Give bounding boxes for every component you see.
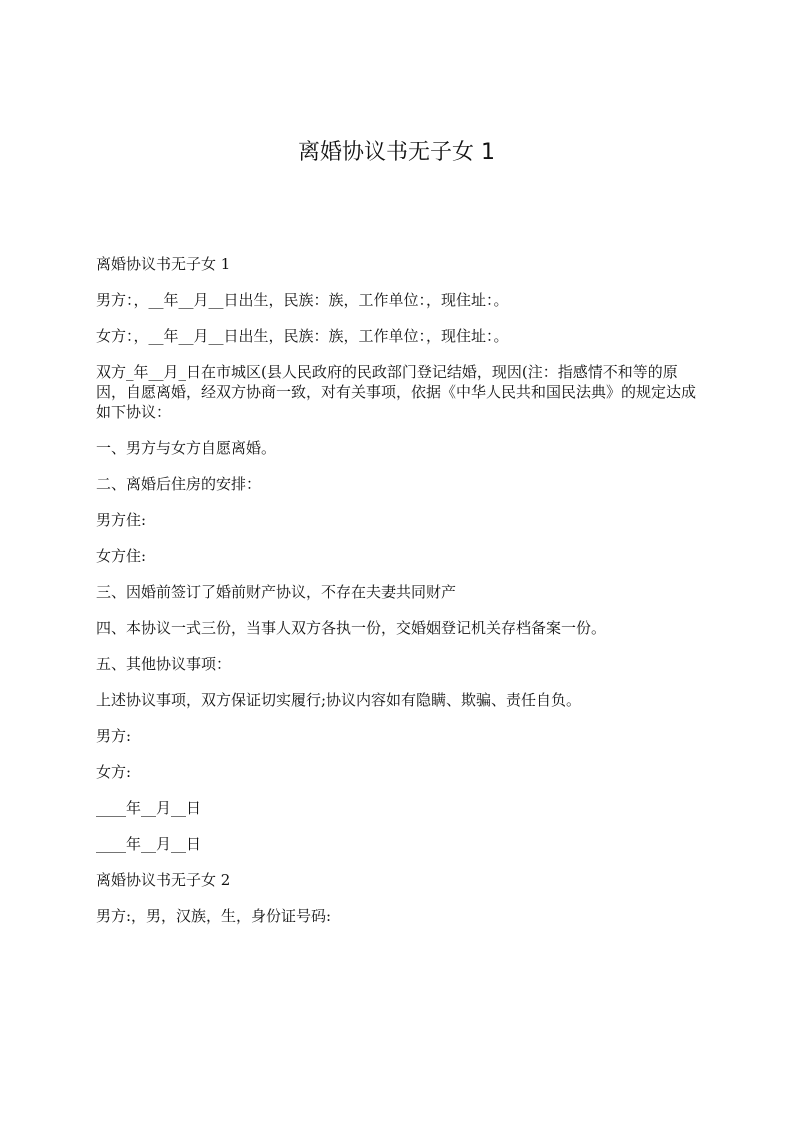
male-party-info-2: 男方:，男，汉族，生，身份证号码: (96, 907, 332, 925)
clause-2: 二、离婚后住房的安排： (96, 475, 262, 493)
female-party-info: 女方：，__年__月__日出生，民族：族，工作单位：，现住址：。 (96, 327, 509, 345)
section-heading-2: 离婚协议书无子女 2 (96, 871, 231, 889)
male-party-info: 男方：，__年__月__日出生，民族：族，工作单位：，现住址：。 (96, 291, 509, 309)
document-body (96, 254, 696, 942)
clause-4: 四、本协议一式三份，当事人双方各执一份，交婚姻登记机关存档备案一份。 (96, 619, 607, 637)
clause-3: 三、因婚前签订了婚前财产协议，不存在夫妻共同财产 (96, 583, 457, 601)
clause-5: 五、其他协议事项： (96, 655, 232, 673)
clause-1: 一、男方与女方自愿离婚。 (96, 439, 277, 457)
date-line-1: ____年__月__日 (96, 799, 202, 817)
female-signature: 女方: (96, 763, 132, 781)
male-residence: 男方住: (96, 511, 147, 529)
document-title: 离婚协议书无子女 1 (298, 140, 495, 165)
female-residence: 女方住: (96, 547, 147, 565)
marriage-statement: 双方_年__月_日在市城区(县人民政府的民政部门登记结婚，现因(注：指感情不和等的原因，自愿离婚，经双方协商一致，对有关事项，依据《中华人民共和国民法典》的规定达成如下协议： (96, 363, 697, 421)
section-heading-1: 离婚协议书无子女 1 (96, 255, 231, 273)
date-line-2: ____年__月__日 (96, 835, 202, 853)
guarantee-statement: 上述协议事项，双方保证切实履行;协议内容如有隐瞒、欺骗、责任自负。 (96, 691, 582, 709)
male-signature: 男方: (96, 727, 132, 745)
